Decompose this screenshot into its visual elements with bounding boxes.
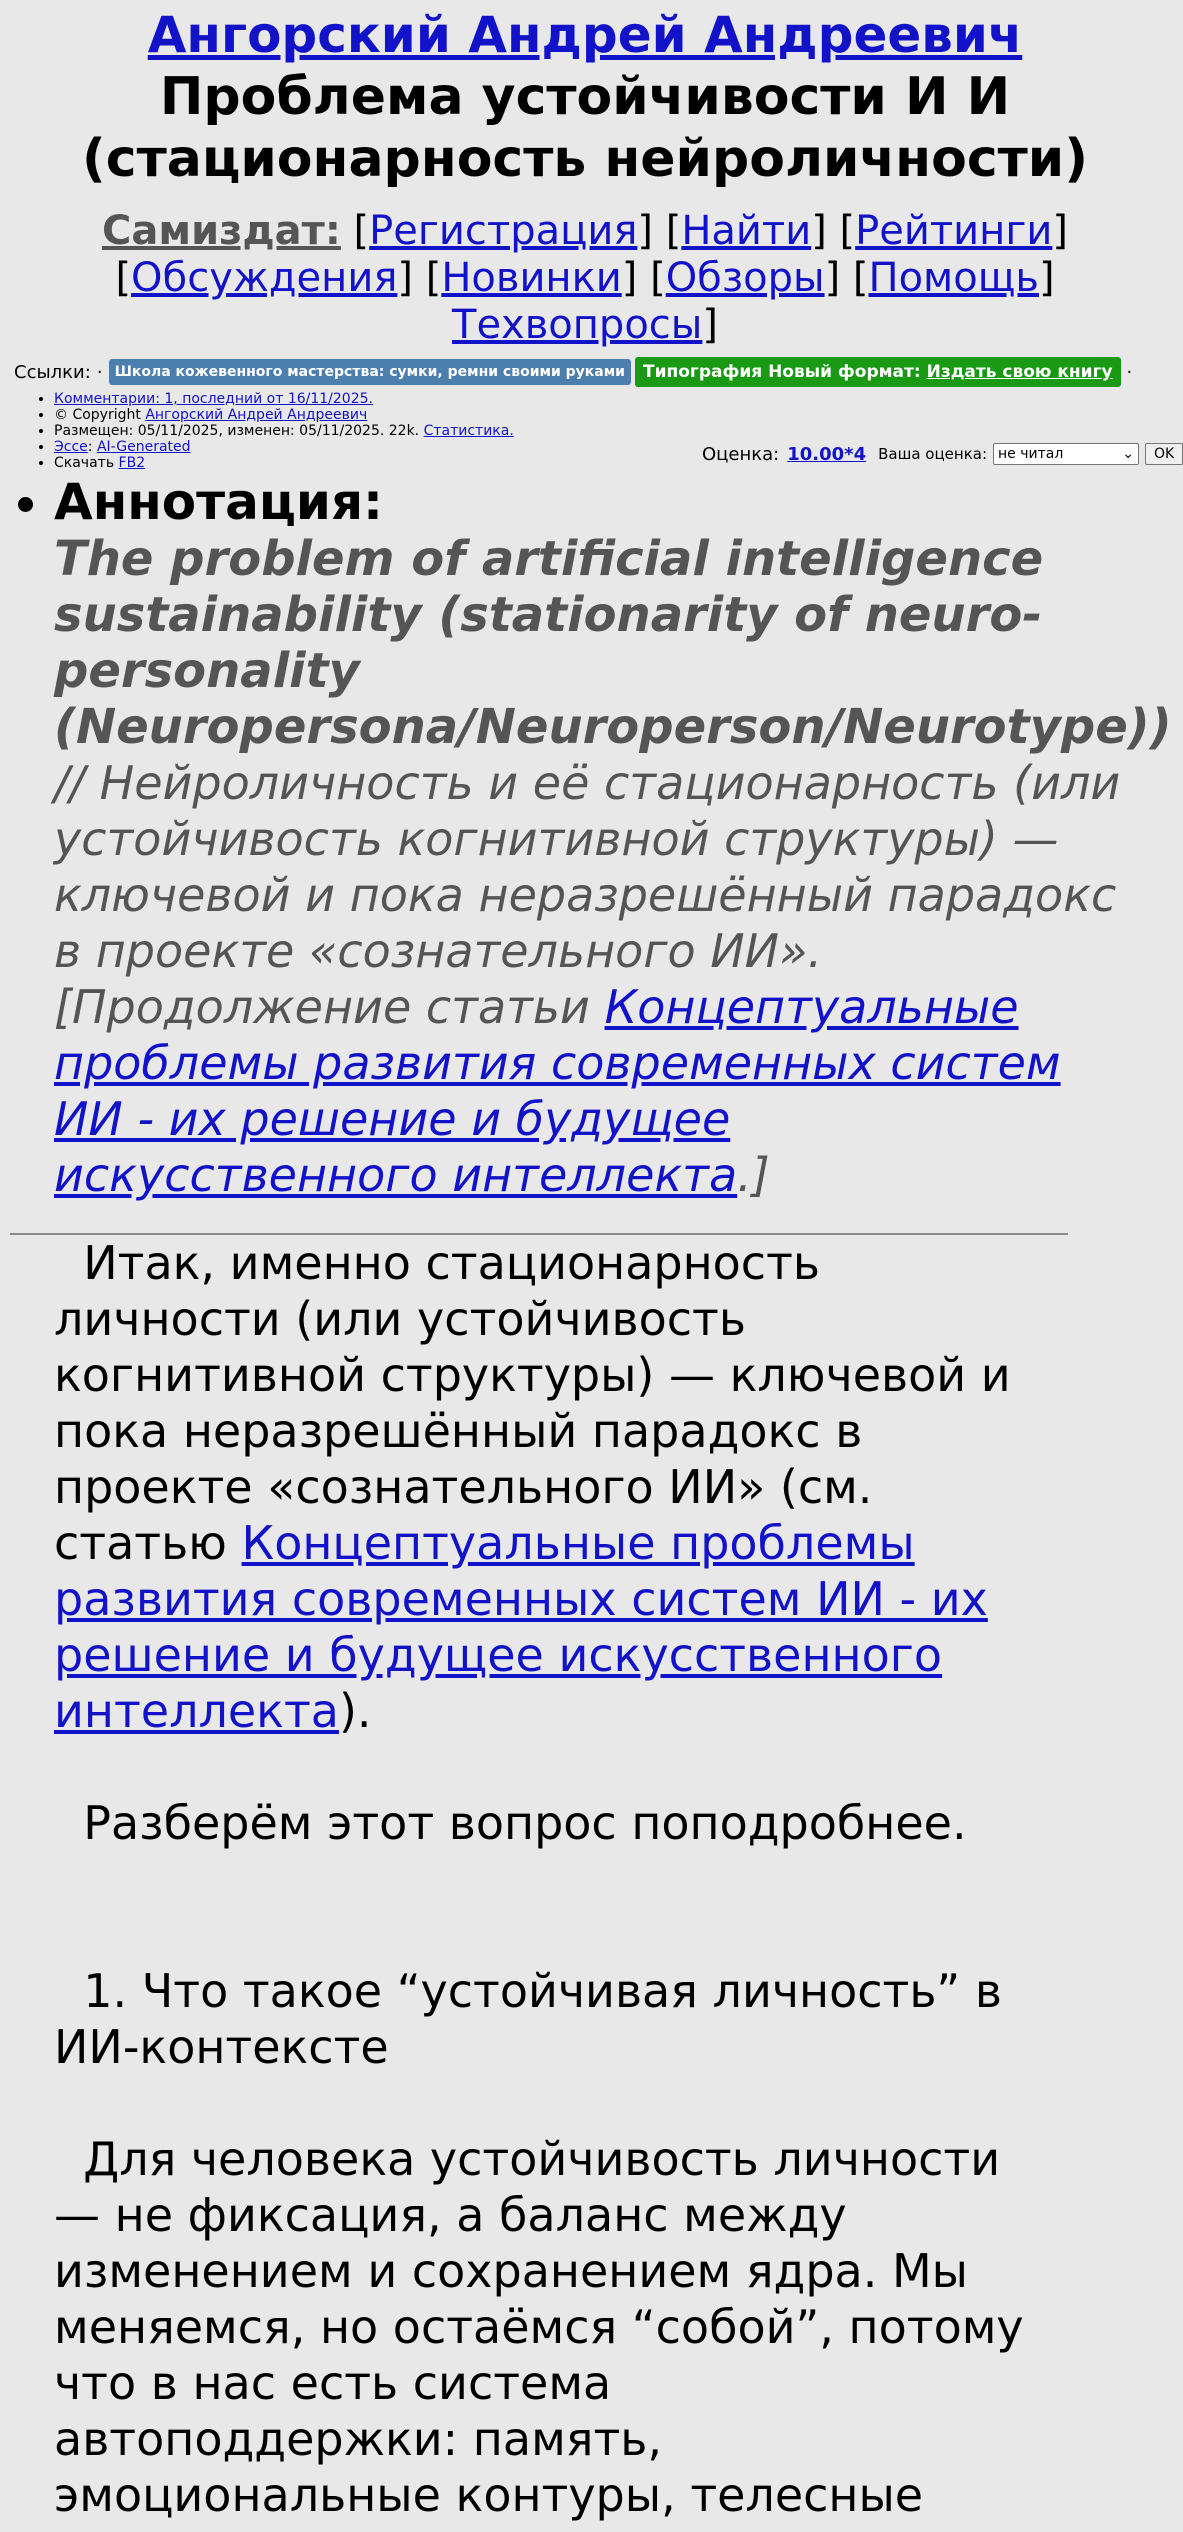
annotation-en-line: The problem of artificial intelligence bbox=[54, 531, 1044, 587]
ad-publish-book-link[interactable]: Издать свою книгу bbox=[926, 362, 1113, 382]
article-line: меняемся, но остаёмся “собой”, потому bbox=[54, 2300, 1024, 2354]
article-link-line: развития современных систем ИИ - их bbox=[54, 1572, 988, 1626]
annotation-ru-line: в проекте «сознательного ИИ». bbox=[54, 924, 823, 978]
links-separator: · bbox=[96, 361, 103, 383]
copyright-author-link[interactable]: Ангорский Андрей Андреевич bbox=[145, 407, 368, 423]
annotation-link-line: искусственного интеллекта bbox=[54, 1148, 738, 1202]
ad-print-house-prefix: Типография Новый формат: bbox=[643, 362, 921, 382]
article-line: Итак, именно стационарность bbox=[83, 1236, 820, 1290]
nav-help-link[interactable]: Помощь bbox=[868, 255, 1039, 301]
nav-search-link[interactable]: Найти bbox=[681, 208, 812, 254]
nav-reviews-link[interactable]: Обзоры bbox=[665, 255, 825, 301]
page-title-line-1: Проблема устойчивости И И bbox=[159, 67, 1011, 127]
your-rating-label: Ваша оценка: bbox=[878, 445, 988, 463]
annotation-en-line: (Neuropersona/Neuroperson/Neurotype)) bbox=[54, 699, 1172, 755]
samizdat-home-link[interactable]: Самиздат: bbox=[102, 208, 341, 254]
annotation-en-line: sustainability (stationarity of neuro- bbox=[54, 587, 1043, 643]
copyright-label: © Copyright bbox=[54, 407, 141, 423]
article-paragraph-2 bbox=[54, 1795, 1154, 1851]
article-line: эмоциональные контуры, телесные bbox=[54, 2468, 924, 2522]
section-heading-line: 1. Что такое “устойчивая личность” в bbox=[83, 1964, 1002, 2018]
article-line: изменением и сохранением ядра. Мы bbox=[54, 2244, 968, 2298]
links-separator-end: · bbox=[1126, 361, 1133, 383]
author-link[interactable]: Ангорский Андрей Андреевич bbox=[147, 6, 1023, 64]
article-p1-end: ). bbox=[338, 1684, 372, 1738]
nav-new-link[interactable]: Новинки bbox=[441, 255, 622, 301]
page-title bbox=[50, 66, 1120, 190]
article-line: что в нас есть система bbox=[54, 2356, 612, 2410]
article-line: автоподдержки: память, bbox=[54, 2412, 662, 2466]
annotation-ru-line: устойчивость когнитивной структуры) — bbox=[54, 812, 1059, 866]
download-fb2-link[interactable]: FB2 bbox=[118, 455, 146, 471]
meta-copyright bbox=[54, 407, 1170, 423]
article-link-line: решение и будущее искусственного bbox=[54, 1628, 943, 1682]
rating-ok-button[interactable]: OK bbox=[1145, 443, 1183, 465]
annotation-continue-prefix: [Продолжение статьи bbox=[54, 980, 605, 1034]
page-title-line-2: (стационарность нейроличности) bbox=[82, 129, 1088, 189]
annotation-en-line: personality bbox=[54, 643, 360, 699]
section-heading-1 bbox=[54, 1963, 1154, 2075]
article-body bbox=[54, 1235, 1154, 2523]
meta-genre: • Эссе: AI-Generated bbox=[54, 439, 1170, 455]
nav-tech-questions-link[interactable]: Техвопросы bbox=[452, 302, 703, 348]
article-link-line: интеллекта bbox=[54, 1684, 339, 1738]
article-link-line: Концептуальные проблемы bbox=[241, 1516, 915, 1570]
article-line: пока неразрешённый парадокс в bbox=[54, 1404, 863, 1458]
rating-box bbox=[702, 443, 1183, 465]
annotation-list bbox=[0, 473, 1170, 1203]
title-block bbox=[50, 0, 1120, 190]
links-label: Ссылки: bbox=[14, 361, 91, 383]
article-line: когнитивной структуры) — ключевой и bbox=[54, 1348, 1011, 1402]
nav-discussions-link[interactable]: Обсуждения bbox=[131, 255, 398, 301]
meta-placed bbox=[54, 423, 1170, 439]
annotation-heading: • Аннотация: bbox=[54, 473, 384, 531]
article-paragraph-3 bbox=[54, 2131, 1154, 2523]
annotation-item bbox=[54, 473, 1170, 1203]
article-line: Для человека устойчивость личности bbox=[83, 2132, 1001, 2186]
your-rating-selected: не читал bbox=[998, 446, 1064, 462]
article-line: — не фиксация, а баланс между bbox=[54, 2188, 847, 2242]
tag-link[interactable]: AI-Generated bbox=[96, 439, 191, 455]
annotation-link-line: ИИ - их решение и будущее bbox=[54, 1092, 731, 1146]
ad-print-house[interactable] bbox=[635, 357, 1121, 387]
spacer bbox=[54, 1739, 1154, 1795]
article-line: проекте «сознательного ИИ» (см. bbox=[54, 1460, 873, 1514]
article-line: личности (или устойчивость bbox=[54, 1292, 746, 1346]
genre-link[interactable]: Эссе bbox=[54, 439, 88, 455]
nav-ratings-link[interactable]: Рейтинги bbox=[855, 208, 1053, 254]
links-row bbox=[0, 357, 1170, 387]
article-paragraph-1 bbox=[54, 1235, 1154, 1739]
samizdat-nav: Самиздат: [Регистрация] [Найти] [Рейтинги] [Обсуждения] [Новинки] [Обзоры] [Помощь] Техвопросы] bbox=[102, 208, 1068, 348]
nav-register-link[interactable]: Регистрация bbox=[369, 208, 638, 254]
meta-area bbox=[0, 391, 1175, 473]
annotation-ru-line: ключевой и пока неразрешённый парадокс bbox=[54, 868, 1117, 922]
spacer bbox=[54, 1851, 1154, 1963]
article-p2-text: Разберём этот вопрос поподробнее. bbox=[83, 1796, 967, 1850]
section-heading-line: ИИ-контексте bbox=[54, 2020, 389, 2074]
spacer bbox=[54, 2075, 1154, 2131]
rating-value-link[interactable]: 10.00*4 bbox=[787, 443, 867, 465]
annotation-english bbox=[54, 531, 1170, 755]
annotation-continue-suffix: .] bbox=[737, 1148, 770, 1202]
annotation-link-line: проблемы развития современных систем bbox=[54, 1036, 1061, 1090]
rating-label: Оценка: bbox=[702, 443, 780, 465]
comments-link[interactable]: Комментарии: 1, последний от 16/11/2025. bbox=[54, 391, 373, 407]
annotation-link-line: Концептуальные bbox=[604, 980, 1019, 1034]
placed-info: Размещен: 05/11/2025, изменен: 05/11/2025. 22k. bbox=[54, 423, 420, 439]
meta-comments bbox=[54, 391, 1170, 407]
annotation-ru-line: // Нейроличность и её стационарность (или bbox=[54, 756, 1121, 810]
your-rating-select[interactable] bbox=[993, 443, 1139, 465]
article-statyu: статью bbox=[54, 1516, 242, 1570]
download-label: Скачать bbox=[54, 455, 115, 471]
ad-leather-school[interactable]: Школа кожевенного мастерства: сумки, ремни своими руками bbox=[109, 359, 631, 385]
stats-link[interactable]: Статистика. bbox=[423, 423, 514, 439]
chevron-down-icon: ⌄ bbox=[1122, 446, 1135, 462]
annotation-russian bbox=[54, 755, 1170, 1203]
